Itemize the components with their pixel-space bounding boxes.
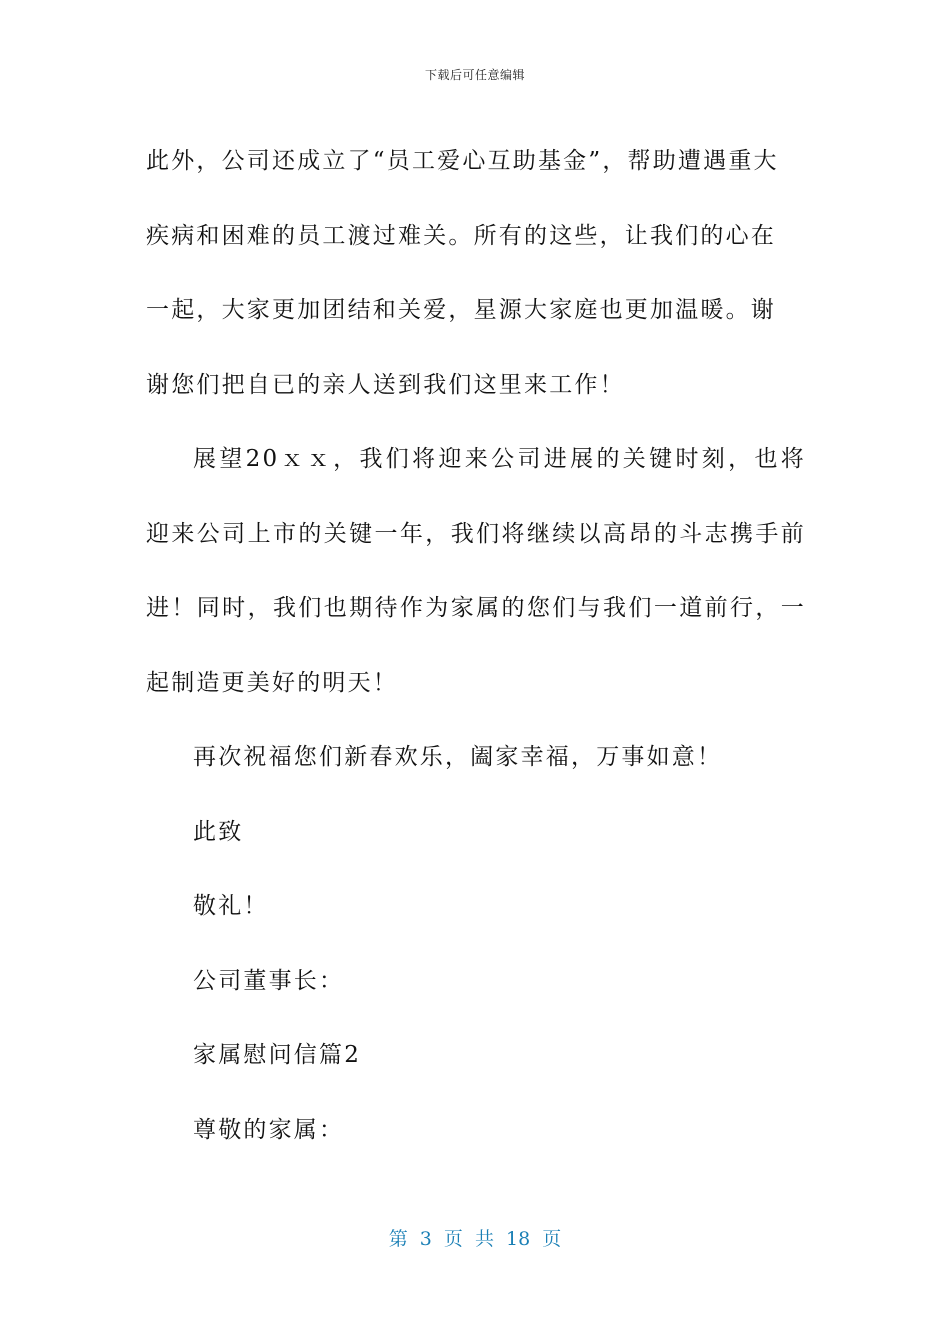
closing-line-1: 此致	[193, 818, 244, 845]
paragraph-2: 展望20ｘｘ，我们将迎来公司进展的关键时刻，也将迎来公司上市的关键一年，我们将继续以高昂的斗志携手前进！同时，我们也期待作为家属的您们与我们一道前行，一起制造更美好的明天！	[146, 446, 806, 696]
signature-line: 公司董事长：	[193, 967, 345, 994]
section-title: 家属慰问信篇2	[193, 1042, 362, 1068]
header-note: 下载后可任意编辑	[424, 68, 525, 82]
closing-line-2: 敬礼！	[193, 893, 269, 919]
document-body	[146, 124, 806, 1167]
paragraph-3: 再次祝福您们新春欢乐，阖家幸福，万事如意！	[193, 744, 723, 770]
page-indicator: 第 3 页 共 18 页	[388, 1228, 562, 1250]
salutation-line: 尊敬的家属：	[193, 1116, 345, 1143]
paragraph-1: 此外，公司还成立了“员工爱心互助基金”，帮助遭遇重大疾病和困难的员工渡过难关。所有的这些，让我们的心在一起，大家更加团结和关爱，星源大家庭也更加温暖。谢谢您们把自已的亲人送到我们这里来工作！	[146, 148, 779, 398]
